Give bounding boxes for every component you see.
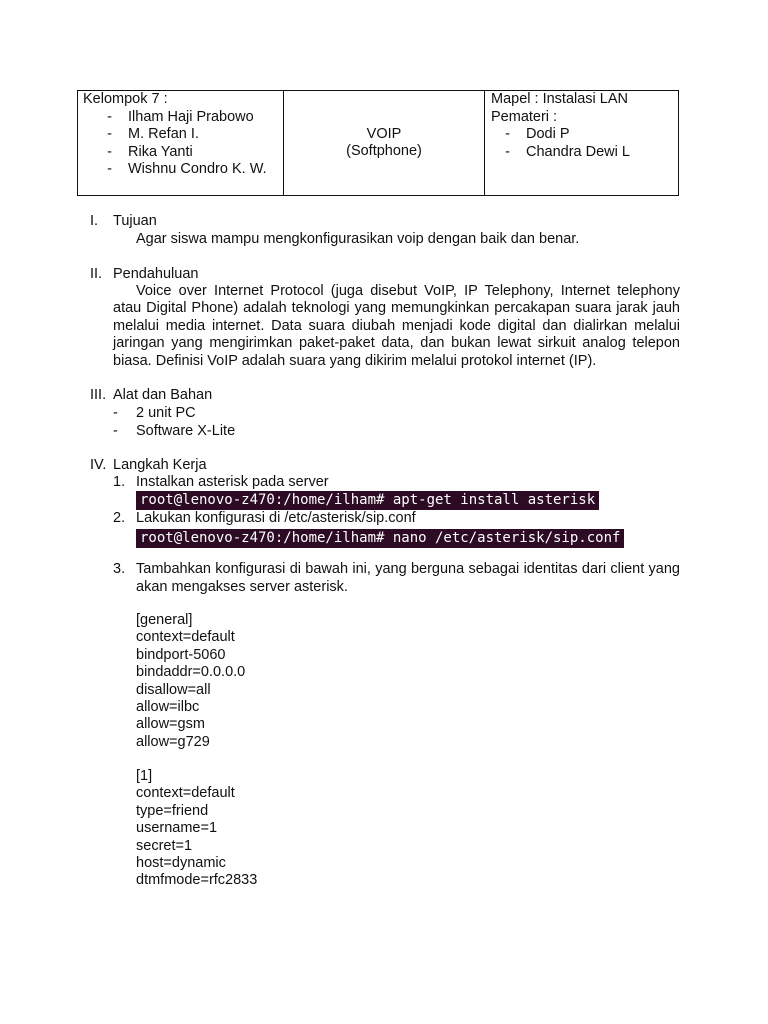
header-table [77,90,679,196]
config-line: context=default [136,629,235,646]
config-peer-block [136,768,257,890]
document-page: Kelompok 7 : - Ilham Haji Prabowo - M. Refan I. - Rika Yanti - Wishnu Condro K. W. VOIP (Softphone) Mapel : Instalasi LAN Pemateri : - Dodi P - Chandra Dewi L I. Tujuan Agar siswa mampu mengkonfigurasikan voip dengan baik dan benar. II. Pendahuluan Voice over Internet Protocol (juga disebut VoIP, IP Telephony, Internet telephony atau Digital Phone) adalah teknologi yang memungkinkan percakapan suara jarak jauh melalui media internet. Data suara diubah menjadi kode digital dan dialirkan melalui jaringan yang mengirimkan paket-paket data, dan bukan lewat sirkuit analog telepon biasa. Definisi VoIP adalah suara yang dikirim melalui protokol internet (IP). III. Alat dan Bahan - 2 unit PC - Software X-Lite IV. Langkah Kerja 1. Instalkan asterisk pada server root@lenovo-z470:/home/ilham# apt-get install asterisk 2. Lakukan konfigurasi di /etc/asterisk/sip.conf root@lenovo-z470:/home/ilham# nano /etc/asterisk/sip.conf 3. Tambahkan konfigurasi di bawah ini, yang berguna sebagai identitas dari client yang akan mengakses server asterisk. [general] context=default bindport-5060 bindaddr=0.0.0.0 disallow=all allow=ilbc allow=gsm allow=g729 [1] context=default type=friend username=1 secret=1 host=dynamic dtmfmode=rfc2833 [0,0,768,1024]
topic-title: VOIP [366,125,402,142]
config-line: type=friend [136,802,209,819]
config-line: host=dynamic [136,855,226,872]
section-body: Agar siswa mampu mengkonfigurasikan voip dengan baik dan benar. [136,231,580,247]
config-line: allow=gsm [136,716,205,733]
step-item: 3. Tambahkan konfigurasi di bawah ini, yang berguna sebagai identitas dari client yang akan mengakses server asterisk. [113,561,680,595]
list-item: - Rika Yanti [107,143,193,160]
group-label: Kelompok 7 : [83,91,168,107]
list-item: - Dodi P [505,126,570,142]
terminal-command: root@lenovo-z470:/home/ilham# nano /etc/asterisk/sip.conf [136,529,624,548]
config-line: dtmfmode=rfc2833 [136,872,258,889]
topic-cell [284,91,485,196]
config-line: secret=1 [136,837,193,854]
terminal-command: root@lenovo-z470:/home/ilham# apt-get install asterisk [136,491,599,510]
topic-subtitle: (Softphone) [346,143,422,159]
step-item: 2. Lakukan konfigurasi di /etc/asterisk/sip.conf [113,510,416,526]
member-list [83,109,283,179]
section-body: Voice over Internet Protocol (juga disebut VoIP, IP Telephony, Internet telephony atau Digital Phone) adalah teknologi yang memungkinkan percakapan suara jarak jauh melalui media internet. Data suara diubah menjadi kode digital dan dialirkan melalui jaringan yang mengirimkan paket-paket data, dan bukan lewat sirkuit analog telepon biasa. Definisi VoIP adalah suara yang dikirim melalui protokol internet (IP). [113,283,680,369]
presenter-list [491,126,678,161]
config-general-block [136,612,245,751]
step-item: 1. Instalkan asterisk pada server [113,474,329,490]
config-line: bindport-5060 [136,646,226,663]
presenter-label: Pemateri : [491,108,558,125]
list-item: - Chandra Dewi L [505,143,630,160]
config-line: allow=ilbc [136,699,200,716]
config-line: disallow=all [136,681,211,698]
subject-label: Mapel : Instalasi LAN [491,91,629,107]
config-line: bindaddr=0.0.0.0 [136,664,246,681]
subject-cell [485,91,679,196]
config-line: [general] [136,612,193,628]
group-cell [78,91,284,196]
config-line: allow=g729 [136,733,210,750]
list-item: - M. Refan I. [107,126,199,142]
config-line: username=1 [136,820,218,837]
list-item: - Wishnu Condro K. W. [107,161,267,177]
list-item: - 2 unit PC [113,405,196,421]
list-item: - Ilham Haji Prabowo [107,108,254,125]
config-line: context=default [136,785,235,802]
list-item: - Software X-Lite [113,423,236,439]
config-line: [1] [136,768,153,784]
